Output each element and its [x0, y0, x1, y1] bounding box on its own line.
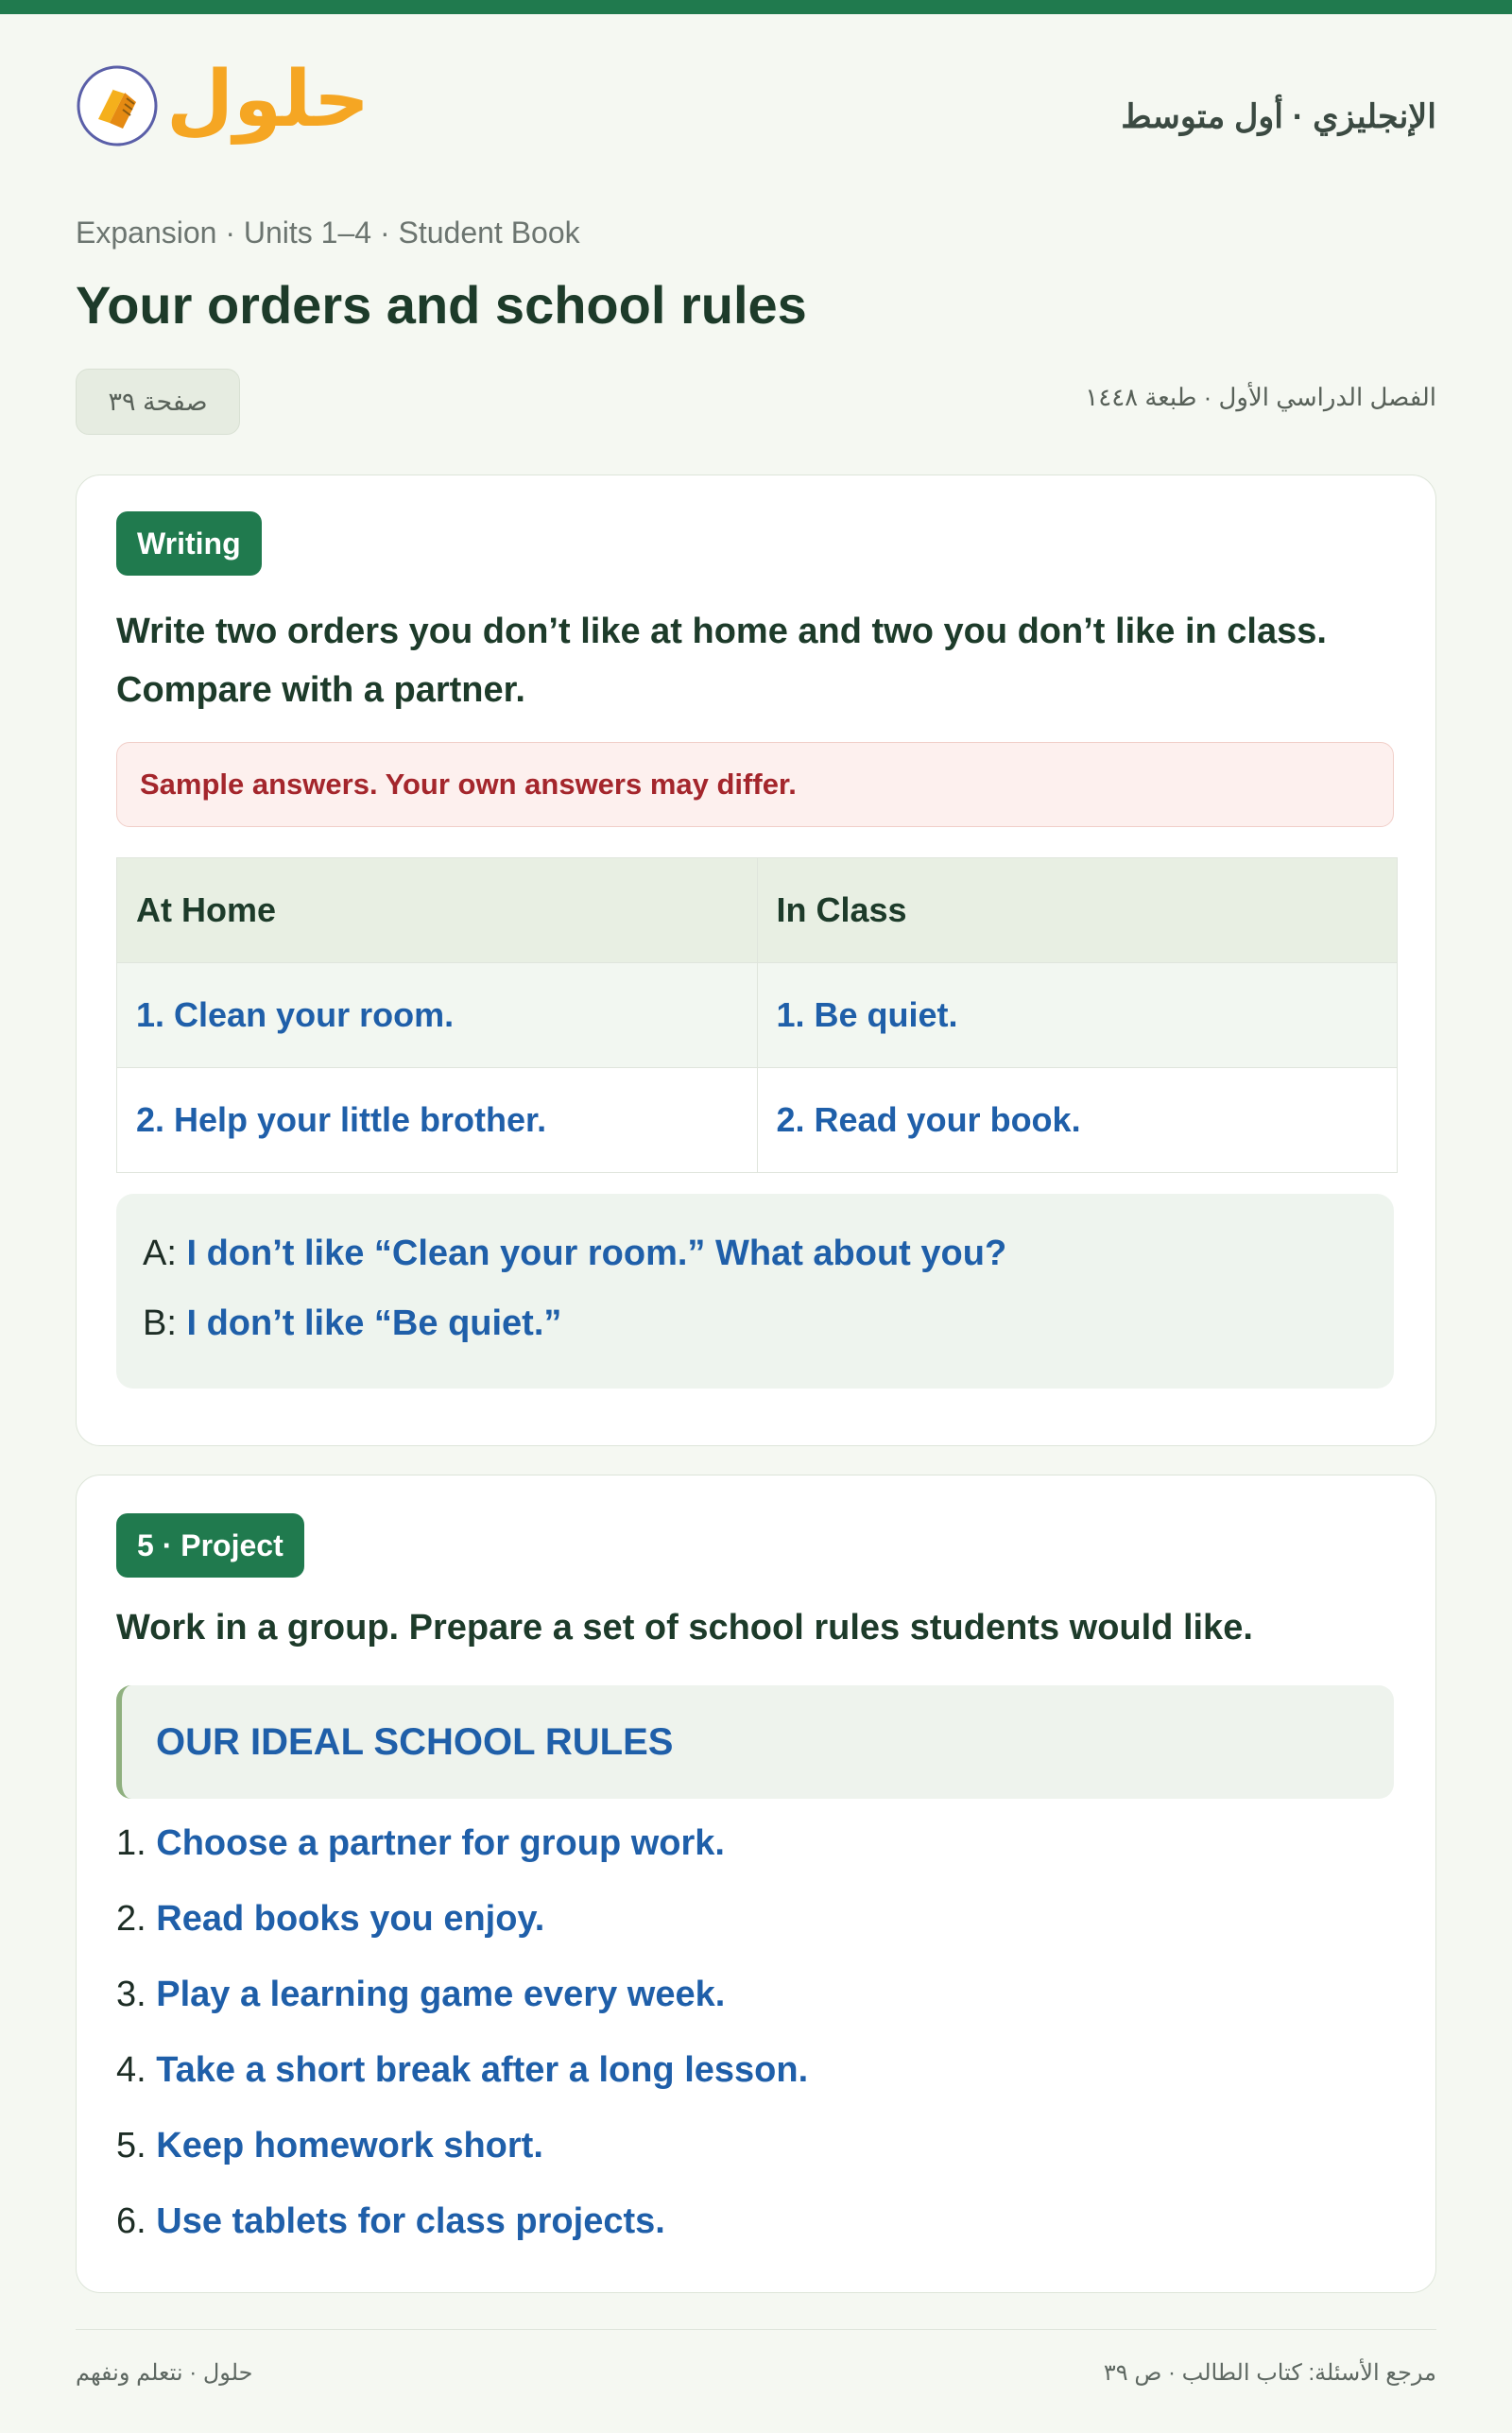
dialog-text: I don’t like “Clean your room.” What about you?: [186, 1234, 1007, 1273]
rule-text: Play a learning game every week.: [156, 1975, 726, 2014]
writing-tag: Writing: [116, 511, 262, 576]
table-header-row: [117, 858, 1398, 963]
breadcrumb: Expansion · Units 1–4 · Student Book: [76, 216, 580, 250]
logo-wordmark: حلول: [166, 55, 370, 145]
list-item: [116, 1823, 725, 1864]
writing-instruction-line2: Compare with a partner.: [116, 670, 525, 710]
table-row: [117, 963, 1398, 1068]
page-title: Your orders and school rules: [76, 275, 807, 335]
project-instruction: Work in a group. Prepare a set of school rules students would like.: [116, 1608, 1253, 1648]
term-edition-label: الفصل الدراسي الأول · طبعة ١٤٤٨: [1085, 383, 1436, 411]
table-cell: 2. Help your little brother.: [117, 1068, 758, 1173]
column-header-in-class: In Class: [757, 858, 1398, 963]
list-item: [116, 2050, 808, 2091]
speaker-label: B:: [143, 1303, 177, 1343]
dialog-line-b: [143, 1303, 561, 1344]
list-number: 3.: [116, 1975, 146, 2014]
book-logo-icon: [76, 64, 159, 147]
subject-grade-label: الإنجليزي · أول متوسط: [1121, 98, 1436, 135]
table-cell: 1. Clean your room.: [117, 963, 758, 1068]
sample-answers-note: Sample answers. Your own answers may differ.: [116, 742, 1394, 827]
page-number-badge: صفحة ٣٩: [76, 369, 240, 435]
rules-heading: OUR IDEAL SCHOOL RULES: [116, 1685, 1394, 1799]
list-number: 2.: [116, 1899, 146, 1939]
dialog-text: I don’t like “Be quiet.”: [186, 1303, 562, 1343]
list-item: [116, 2126, 543, 2166]
table-cell: 1. Be quiet.: [757, 963, 1398, 1068]
writing-card: [76, 475, 1436, 1446]
top-accent-bar: [0, 0, 1512, 14]
rule-text: Keep homework short.: [156, 2126, 543, 2166]
rule-text: Use tablets for class projects.: [156, 2201, 665, 2241]
rule-text: Read books you enjoy.: [156, 1899, 545, 1939]
list-number: 5.: [116, 2126, 146, 2166]
list-number: 1.: [116, 1823, 146, 1863]
column-header-at-home: At Home: [117, 858, 758, 963]
list-item: [116, 2201, 665, 2242]
list-number: 4.: [116, 2050, 146, 2090]
orders-table: [116, 857, 1398, 1173]
list-item: [116, 1899, 544, 1940]
rule-text: Choose a partner for group work.: [156, 1823, 725, 1863]
list-number: 6.: [116, 2201, 146, 2241]
rule-text: Take a short break after a long lesson.: [156, 2050, 809, 2090]
site-header: [76, 55, 1436, 168]
partner-dialog: [116, 1194, 1394, 1389]
writing-instruction-line1: Write two orders you don’t like at home and two you don’t like in class.: [116, 612, 1327, 651]
site-logo[interactable]: [76, 55, 370, 147]
dialog-line-a: [143, 1234, 1006, 1274]
table-row: [117, 1068, 1398, 1173]
project-card: [76, 1475, 1436, 2293]
footer-divider: [76, 2329, 1436, 2330]
footer-reference: مرجع الأسئلة: كتاب الطالب · ص ٣٩: [1103, 2360, 1436, 2386]
project-tag: 5 · Project: [116, 1513, 304, 1578]
speaker-label: A:: [143, 1234, 177, 1273]
list-item: [116, 1975, 725, 2015]
table-cell: 2. Read your book.: [757, 1068, 1398, 1173]
footer-brand: حلول · نتعلم ونفهم: [76, 2360, 253, 2386]
